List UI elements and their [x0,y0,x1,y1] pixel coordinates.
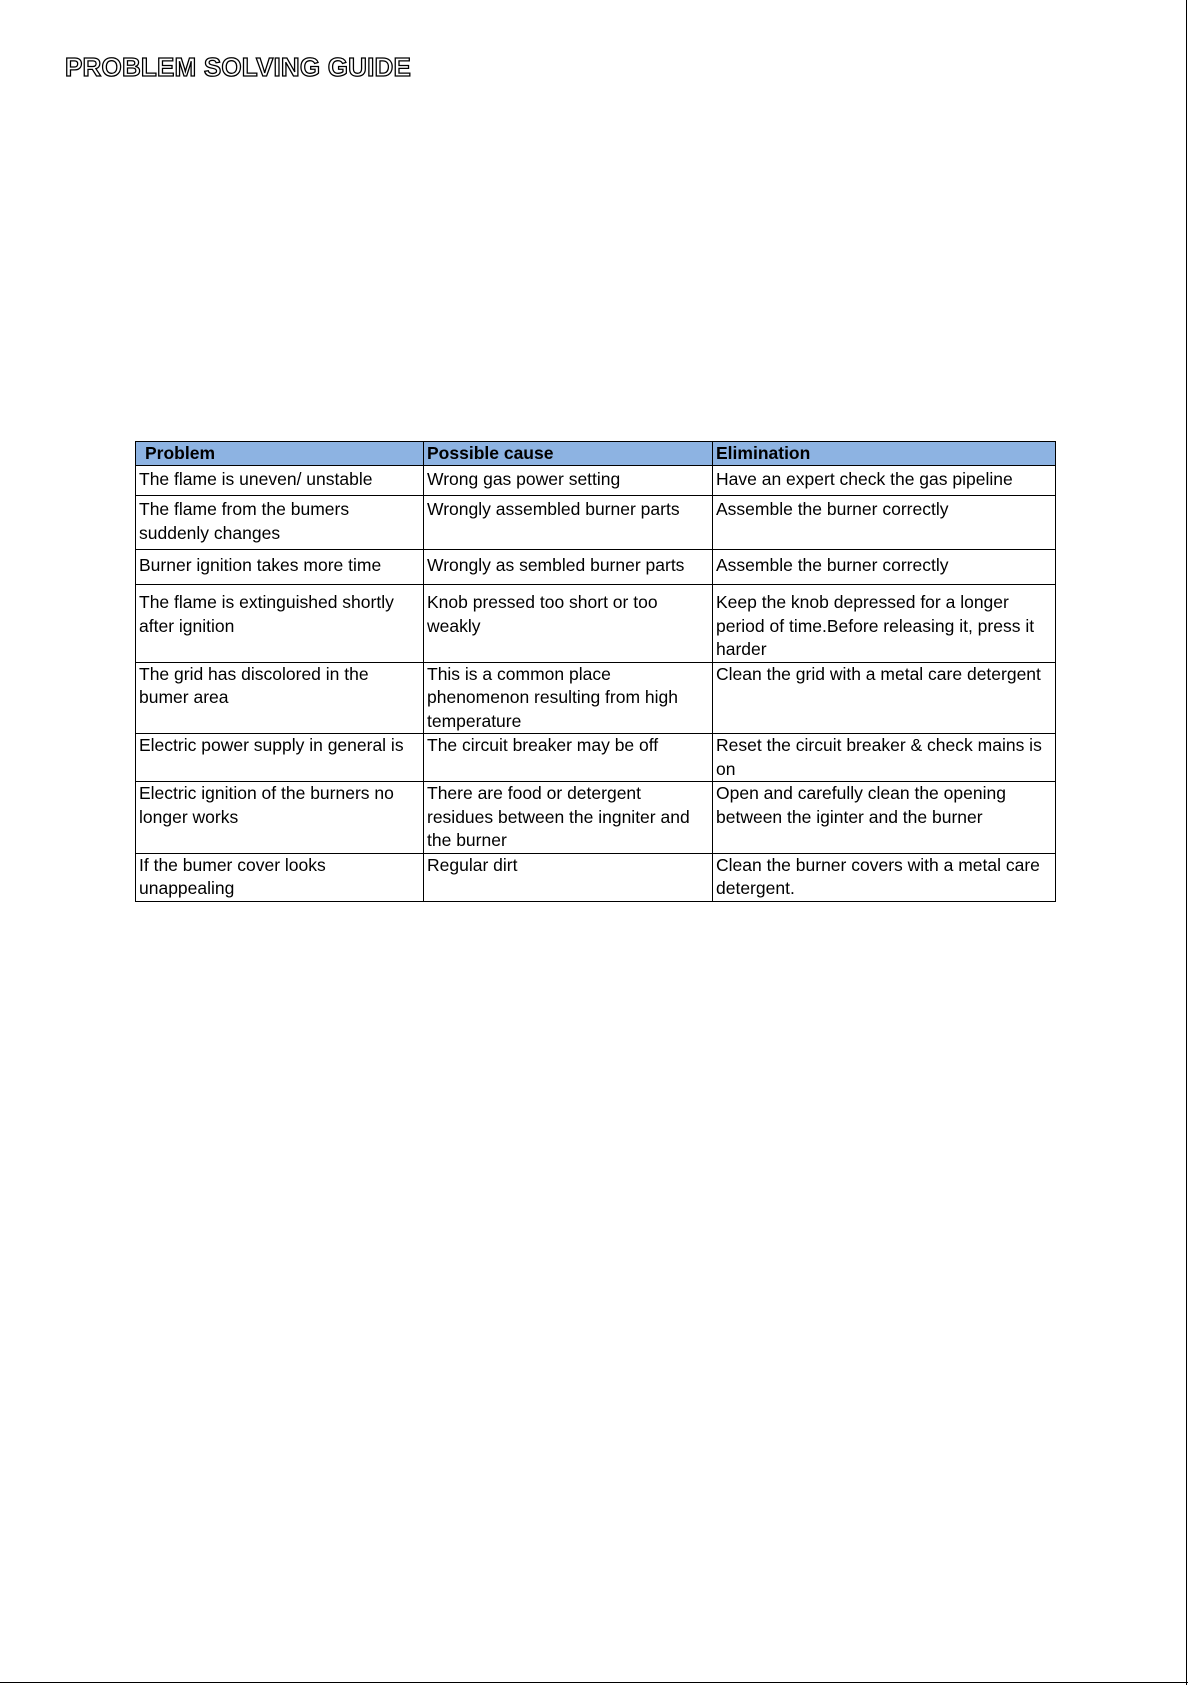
cell-elimination: Keep the knob depressed for a longer period of time.Before releasing it, press it harder [713,585,1056,663]
table-row [136,585,1056,663]
cell-elimination: Open and carefully clean the opening between the iginter and the burner [713,782,1056,854]
table-row [136,466,1056,496]
cell-problem: If the bumer cover looks unappealing [136,853,424,901]
table-row [136,782,1056,854]
table-header-row [136,442,1056,466]
table-row [136,550,1056,585]
page-bottom-border [0,1682,1188,1683]
problem-solving-table [135,441,1056,902]
cell-elimination: Clean the grid with a metal care detergent [713,662,1056,734]
header-problem: Problem [136,442,424,466]
cell-cause: The circuit breaker may be off [424,734,713,782]
cell-cause: Wrongly assembled burner parts [424,496,713,550]
cell-elimination: Assemble the burner correctly [713,550,1056,585]
table-row [136,496,1056,550]
table-row [136,662,1056,734]
cell-cause: This is a common place phenomenon resulting from high temperature [424,662,713,734]
header-elimination: Elimination [713,442,1056,466]
cell-cause: Wrongly as sembled burner parts [424,550,713,585]
cell-problem: The flame is uneven/ unstable [136,466,424,496]
cell-cause: There are food or detergent residues between the ingniter and the burner [424,782,713,854]
cell-problem: The flame is extinguished shortly after ignition [136,585,424,663]
page-title: PROBLEM SOLVING GUIDE [65,52,412,82]
cell-problem: Burner ignition takes more time [136,550,424,585]
header-possible-cause: Possible cause [424,442,713,466]
cell-problem: Electric power supply in general is [136,734,424,782]
cell-problem: The grid has discolored in the bumer area [136,662,424,734]
cell-cause: Regular dirt [424,853,713,901]
cell-problem: Electric ignition of the burners no longer works [136,782,424,854]
cell-problem: The flame from the bumers suddenly changes [136,496,424,550]
cell-elimination: Assemble the burner correctly [713,496,1056,550]
cell-cause: Wrong gas power setting [424,466,713,496]
cell-cause: Knob pressed too short or too weakly [424,585,713,663]
cell-elimination: Reset the circuit breaker & check mains is on [713,734,1056,782]
page-right-border [1186,0,1187,1685]
cell-elimination: Clean the burner covers with a metal care detergent. [713,853,1056,901]
cell-elimination: Have an expert check the gas pipeline [713,466,1056,496]
table-row [136,853,1056,901]
table-row [136,734,1056,782]
